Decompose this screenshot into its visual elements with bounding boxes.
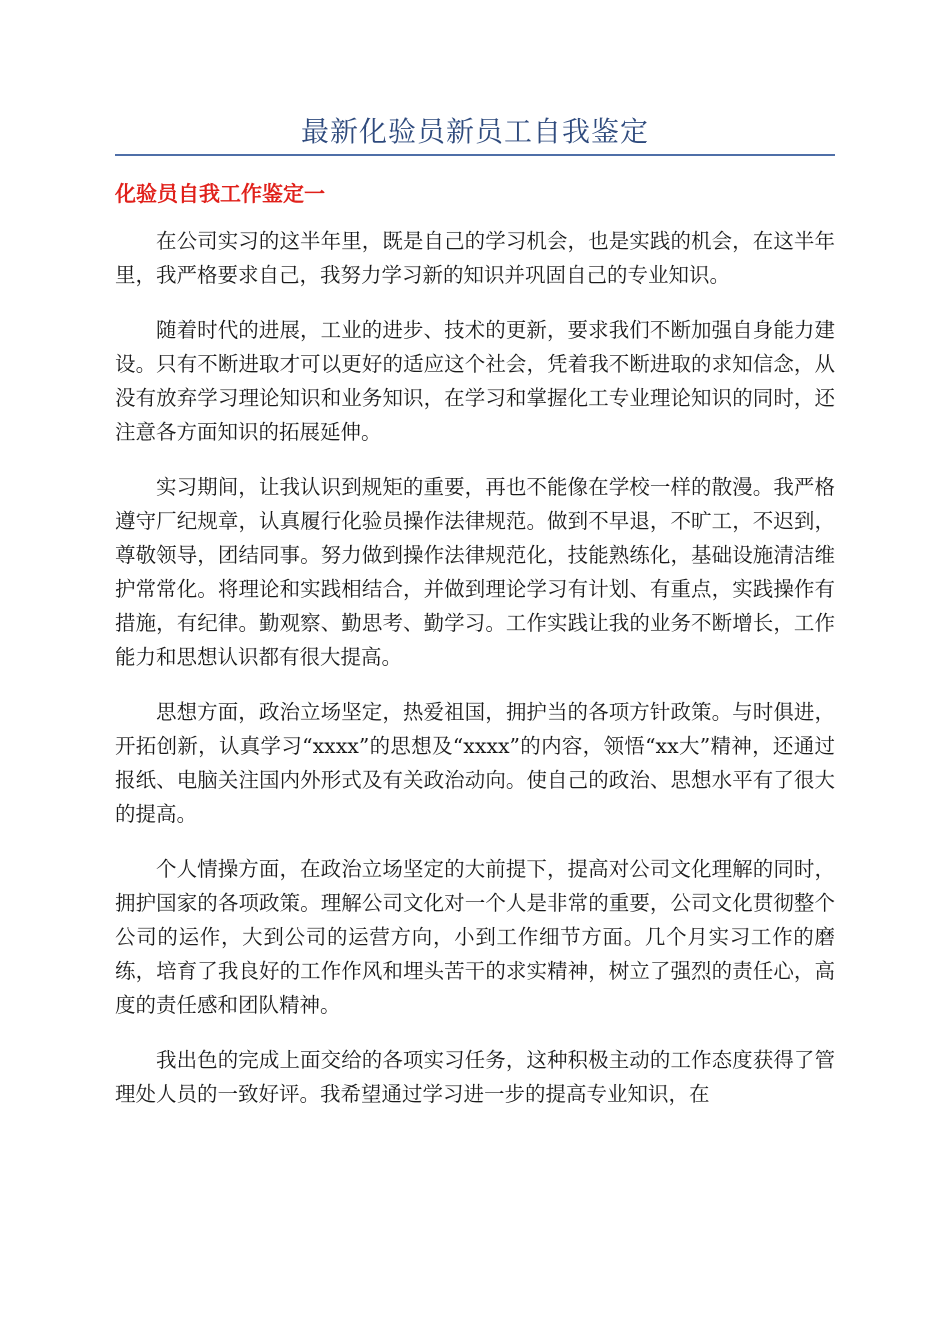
- paragraph: 在公司实习的这半年里，既是自己的学习机会，也是实践的机会，在这半年里，我严格要求自己，我努力学习新的知识并巩固自己的专业知识。: [115, 229, 835, 287]
- document-body: [115, 224, 835, 1132]
- section-heading: 化验员自我工作鉴定一: [115, 182, 325, 206]
- paragraph: 思想方面，政治立场坚定，热爱祖国，拥护当的各项方针政策。与时俱进，开拓创新，认真学习“xxxx”的思想及“xxxx”的内容，领悟“xx大”精神，还通过报纸、电脑关注国内外形式及有关政治动向。使自己的政治、思想水平有了很大的提高。: [115, 700, 835, 826]
- title-underline-rule: [115, 154, 835, 156]
- document-title: 最新化验员新员工自我鉴定: [300, 115, 649, 148]
- paragraph: 随着时代的进展，工业的进步、技术的更新，要求我们不断加强自身能力建设。只有不断进取才可以更好的适应这个社会，凭着我不断进取的求知信念，从没有放弃学习理论知识和业务知识，在学习和掌握化工专业理论知识的同时，还注意各方面知识的拓展延伸。: [115, 318, 835, 444]
- paragraph: 实习期间，让我认识到规矩的重要，再也不能像在学校一样的散漫。我严格遵守厂纪规章，认真履行化验员操作法律规范。做到不早退，不旷工，不迟到，尊敬领导，团结同事。努力做到操作法律规范化，技能熟练化，基础设施清洁维护常常化。将理论和实践相结合，并做到理论学习有计划、有重点，实践操作有措施，有纪律。勤观察、勤思考、勤学习。工作实践让我的业务不断增长，工作能力和思想认识都有很大提高。: [115, 475, 835, 669]
- paragraph: 我出色的完成上面交给的各项实习任务，这种积极主动的工作态度获得了管理处人员的一致好评。我希望通过学习进一步的提高专业知识，在: [115, 1048, 835, 1106]
- paragraph: 个人情操方面，在政治立场坚定的大前提下，提高对公司文化理解的同时，拥护国家的各项政策。理解公司文化对一个人是非常的重要，公司文化贯彻整个公司的运作，大到公司的运营方向，小到工作细节方面。几个月实习工作的磨练，培育了我良好的工作作风和埋头苦干的求实精神，树立了强烈的责任心，高度的责任感和团队精神。: [115, 857, 835, 1017]
